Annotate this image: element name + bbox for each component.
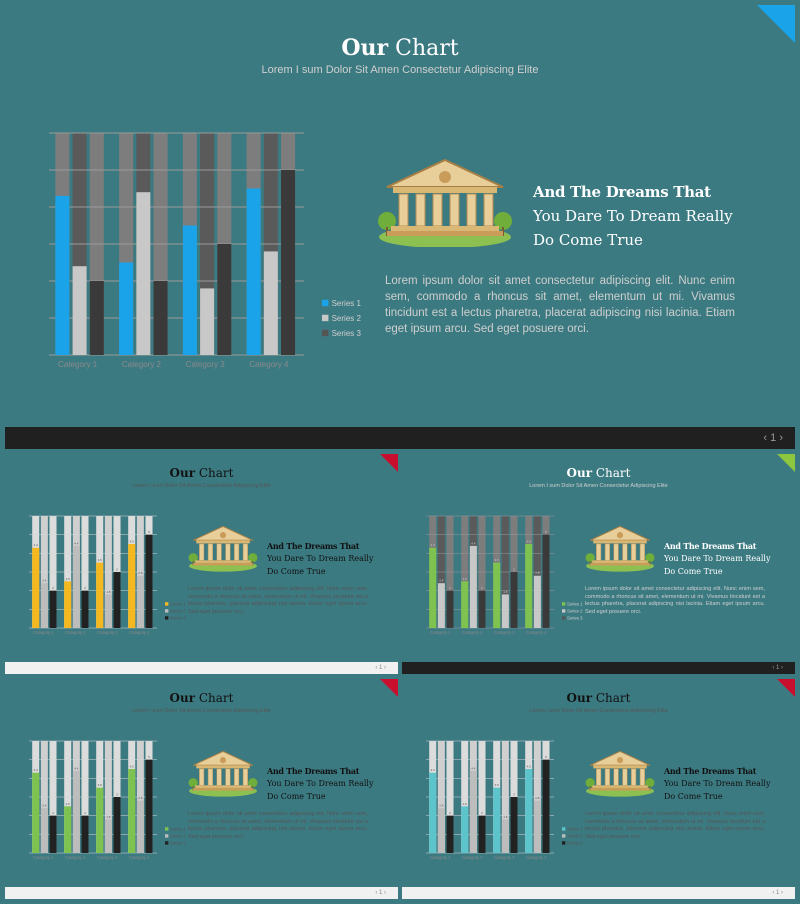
body-text: Lorem ipsum dolor sit amet consectetur adipiscing elit. Nunc enim sem, commodo a rhoncus sit amet, elementum ut mi. Vivamus tincidunt est a lectus pharetra, placerat adipiscing nisi lacinia. Etiam eget ipsum arcu. Sed eget posuere orci.: [385, 275, 735, 335]
slide-title: [402, 466, 795, 480]
slide-title: [5, 35, 795, 61]
title-rest: Chart: [595, 691, 631, 705]
legend-entry: Series 3: [331, 329, 361, 339]
heading-line-3: Do Come True: [267, 566, 326, 576]
legend-entry: Series 2: [331, 314, 361, 324]
title-rest: Chart: [395, 36, 459, 61]
legend-swatch: [165, 602, 168, 605]
pager: ‹ 1 ›: [375, 890, 386, 896]
heading-line-3: Do Come True: [664, 566, 723, 576]
body-text: Lorem ipsum dolor sit amet consectetur adipiscing elit. Nunc enim sem, commodo a rhoncus sit amet, elementum ut mi. Vivamus tincidunt est a lectus pharetra, placerat adipiscing nisi lacinia. Etiam eget ipsum arcu. Sed eget posuere orci.: [585, 586, 765, 615]
column: [450, 194, 459, 226]
bar-series-2: [73, 546, 80, 628]
legend-swatch: [165, 841, 168, 844]
column: [234, 769, 239, 785]
thumbnail-slide-teal[interactable]: [402, 679, 795, 899]
body-text: Lorem ipsum dolor sit amet consectetur adipiscing elit. Nunc enim sem, commodo a rhoncus sit amet, elementum ut mi. Vivamus tincidunt est a lectus pharetra, placerat adipiscing nisi lacinia. Etiam eget ipsum arcu. Sed eget posuere orci.: [188, 811, 368, 840]
heading-line-1: And The Dreams That: [267, 766, 360, 776]
bottom-bar: [5, 427, 795, 449]
pager: [763, 427, 783, 449]
bar-series-1: [96, 788, 103, 853]
legend-entry: Series 3: [567, 615, 583, 621]
main-slide[interactable]: [5, 5, 795, 449]
column: [484, 194, 493, 226]
bar-series-1: [461, 806, 468, 853]
bar-series-3: [510, 572, 517, 628]
category-label: Category 4: [129, 855, 150, 860]
heading-line-2: You Dare To Dream Really: [664, 553, 771, 563]
bottom-bar: [402, 887, 795, 899]
heading-line-3: Do Come True: [267, 791, 326, 801]
bar-chart: [25, 514, 205, 636]
base-step: [592, 785, 648, 788]
heading-line-2: You Dare To Dream Really: [533, 207, 733, 225]
column: [631, 544, 636, 560]
entablature: [393, 187, 497, 193]
data-label: 2.8: [138, 571, 143, 576]
bar-series-2: [264, 251, 278, 355]
legend-entry: Series 1: [170, 601, 186, 607]
thumbnail-slide-green-dark[interactable]: [402, 454, 795, 674]
bar-series-1: [128, 769, 135, 853]
building-illustration: [584, 749, 656, 802]
building-svg: [187, 524, 259, 572]
category-label: Category 2: [121, 360, 162, 369]
data-label: 2: [84, 811, 86, 816]
bar-series-2: [534, 576, 541, 628]
title-bold: Our: [169, 466, 196, 480]
slide-subtitle: Lorem I sum Dolor Sit Amen Consectetur Adipiscing Elite: [132, 708, 271, 714]
slide-subtitle: Lorem I sum Dolor Sit Amen Consectetur Adipiscing Elite: [261, 64, 539, 76]
data-label: 2.4: [42, 803, 47, 808]
body-text: Lorem ipsum dolor sit amet consectetur adipiscing elit. Nunc enim sem, commodo a rhoncus sit amet, elementum ut mi. Vivamus tincidunt est a lectus pharetra, placerat adipiscing nisi lacinia. Etiam eget ipsum arcu. Sed eget posuere orci.: [585, 811, 765, 840]
column: [631, 769, 636, 785]
category-label: Category 3: [494, 855, 515, 860]
column: [199, 769, 204, 785]
column: [234, 544, 239, 560]
base-step: [592, 560, 648, 563]
bar-series-1: [183, 226, 197, 356]
category-label: Category 1: [430, 855, 451, 860]
bar-series-3: [478, 816, 485, 853]
page-number: 1: [378, 890, 383, 896]
bar-series-3: [113, 572, 120, 628]
bar-series-3: [145, 535, 152, 628]
data-label: 1.8: [503, 814, 508, 819]
legend-entry: Series 2: [170, 608, 186, 614]
building-illustration: [375, 157, 515, 252]
data-label: 3.5: [97, 783, 102, 788]
data-label: 4.3: [33, 768, 38, 773]
column: [217, 544, 222, 560]
column: [640, 769, 645, 785]
heading-line-3: Do Come True: [533, 231, 643, 249]
category-label: Category 4: [526, 630, 547, 635]
bar-series-2: [534, 801, 541, 853]
bar-series-3: [478, 591, 485, 628]
base-step: [193, 788, 253, 791]
data-label: 4.5: [526, 764, 531, 769]
bar-series-2: [73, 771, 80, 853]
category-label: Category 4: [249, 360, 289, 369]
bar-series-2: [438, 808, 445, 853]
category-label: Category 1: [430, 630, 451, 635]
bar-series-3: [154, 281, 168, 355]
bar-series-1: [461, 581, 468, 628]
data-label: 4.4: [471, 541, 476, 546]
bar-series-2: [502, 819, 509, 853]
entablature: [593, 765, 646, 768]
legend-swatch: [562, 602, 565, 605]
heading-line-1: And The Dreams That: [267, 541, 360, 551]
roof-emblem: [617, 532, 623, 538]
data-label: 4.4: [74, 766, 79, 771]
column: [226, 769, 231, 785]
heading-line-2: You Dare To Dream Really: [267, 778, 374, 788]
category-label: Category 1: [33, 630, 54, 635]
base-step: [193, 563, 253, 566]
slide-subtitle: Lorem I sum Dolor Sit Amen Consectetur Adipiscing Elite: [529, 708, 668, 714]
data-label: 1.8: [503, 589, 508, 594]
column: [416, 194, 425, 226]
building-svg: [187, 749, 259, 797]
entablature: [196, 765, 249, 768]
thumbnail-slide-green-light[interactable]: [5, 679, 398, 899]
title-rest: Chart: [198, 691, 234, 705]
roof-emblem: [617, 757, 623, 763]
slide-heading: [267, 765, 374, 803]
legend-swatch: [165, 616, 168, 619]
title-bold: Our: [341, 35, 389, 61]
bar-series-1: [32, 773, 39, 853]
column: [399, 194, 408, 226]
bar-series-1: [525, 544, 532, 628]
data-label: 5: [148, 530, 150, 535]
data-label: 2: [481, 811, 483, 816]
page-number: 1: [775, 665, 780, 671]
thumbnail-slide-yellow[interactable]: [5, 454, 398, 674]
data-label: 3.5: [494, 558, 499, 563]
building-svg: [375, 157, 515, 247]
data-label: 4.3: [33, 543, 38, 548]
bar-series-3: [49, 591, 56, 628]
slide-subtitle: Lorem I sum Dolor Sit Amen Consectetur Adipiscing Elite: [529, 483, 668, 489]
category-label: Category 3: [494, 630, 515, 635]
bar-series-2: [105, 819, 112, 853]
column: [596, 544, 601, 560]
data-label: 4.4: [74, 541, 79, 546]
roof-emblem: [220, 532, 226, 538]
legend-swatch: [322, 315, 328, 321]
bar-series-2: [105, 594, 112, 628]
data-label: 2.4: [439, 803, 444, 808]
column: [640, 544, 645, 560]
data-label: 3: [116, 567, 118, 572]
category-label: Category 4: [129, 630, 150, 635]
bar-series-2: [438, 583, 445, 628]
entablature: [196, 540, 249, 543]
category-label: Category 4: [526, 855, 547, 860]
column: [243, 544, 248, 560]
page-number: 1: [775, 890, 780, 896]
base-step: [391, 226, 499, 231]
bar-series-3: [90, 281, 104, 355]
legend-swatch: [165, 834, 168, 837]
legend-swatch: [562, 827, 565, 830]
bar-series-2: [137, 576, 144, 628]
bar-series-2: [470, 546, 477, 628]
column: [226, 544, 231, 560]
data-label: 2.4: [439, 578, 444, 583]
bar-chart: [25, 739, 205, 861]
data-label: 4.3: [430, 768, 435, 773]
data-label: 2.5: [65, 801, 70, 806]
data-label: 4.4: [471, 766, 476, 771]
category-label: Category 2: [65, 630, 86, 635]
title-bold: Our: [566, 466, 593, 480]
data-label: 4.3: [430, 543, 435, 548]
bar-series-3: [281, 170, 295, 355]
page-number: 1: [378, 665, 383, 671]
column: [605, 544, 610, 560]
column: [467, 194, 476, 226]
data-label: 2: [52, 586, 54, 591]
legend-entry: Series 1: [331, 299, 361, 309]
column: [614, 769, 619, 785]
legend-swatch: [562, 609, 565, 612]
legend-entry: Series 3: [170, 840, 186, 846]
data-label: 5: [545, 530, 547, 535]
legend-swatch: [165, 827, 168, 830]
bar-series-3: [510, 797, 517, 853]
category-label: Category 3: [185, 360, 225, 369]
slide-heading: [267, 540, 374, 578]
data-label: 1.8: [106, 589, 111, 594]
bar-series-1: [429, 548, 436, 628]
bar-series-3: [217, 244, 231, 355]
category-label: Category 2: [462, 630, 483, 635]
base-step: [590, 788, 650, 791]
bar-series-3: [49, 816, 56, 853]
data-label: 2: [52, 811, 54, 816]
legend-swatch: [562, 841, 565, 844]
bar-series-1: [493, 788, 500, 853]
title-bold: Our: [169, 691, 196, 705]
bar-series-2: [73, 266, 87, 355]
data-label: 5: [545, 755, 547, 760]
entablature: [593, 540, 646, 543]
bar-series-1: [96, 563, 103, 628]
bar-series-1: [525, 769, 532, 853]
heading-line-3: Do Come True: [664, 791, 723, 801]
bar-series-3: [542, 535, 549, 628]
heading-line-1: And The Dreams That: [664, 541, 757, 551]
data-label: 2.4: [42, 578, 47, 583]
bar-series-2: [41, 808, 48, 853]
column: [199, 544, 204, 560]
legend-swatch: [165, 609, 168, 612]
column: [208, 544, 213, 560]
legend-swatch: [322, 330, 328, 336]
data-label: 4.5: [129, 539, 134, 544]
bottom-bar: [5, 887, 398, 899]
bar-chart: [422, 514, 602, 636]
slide-title: [5, 466, 398, 480]
bar-series-2: [41, 583, 48, 628]
heading-line-2: You Dare To Dream Really: [267, 553, 374, 563]
column: [433, 194, 442, 226]
roof-emblem: [439, 171, 451, 183]
bar-series-1: [128, 544, 135, 628]
page-number: 1: [770, 432, 777, 444]
data-label: 3: [116, 792, 118, 797]
data-label: 2.8: [535, 571, 540, 576]
column: [217, 769, 222, 785]
legend-entry: Series 3: [170, 615, 186, 621]
data-label: 5: [148, 755, 150, 760]
base-step: [387, 231, 503, 236]
roof-emblem: [220, 757, 226, 763]
building-illustration: [187, 749, 259, 802]
data-label: 2: [481, 586, 483, 591]
data-label: 3.5: [97, 558, 102, 563]
legend-entry: Series 2: [170, 833, 186, 839]
building-illustration: [584, 524, 656, 577]
bottom-bar: [5, 662, 398, 674]
base-step: [590, 563, 650, 566]
base-step: [195, 560, 251, 563]
pager: ‹ 1 ›: [375, 665, 386, 671]
data-label: 2: [449, 586, 451, 591]
bar-chart: [45, 131, 390, 371]
building-illustration: [187, 524, 259, 577]
title-bold: Our: [566, 691, 593, 705]
data-label: 2.8: [535, 796, 540, 801]
data-label: 2.5: [462, 801, 467, 806]
building-svg: [584, 749, 656, 797]
legend-entry: Series 2: [567, 833, 583, 839]
category-label: Category 2: [462, 855, 483, 860]
data-label: 2: [449, 811, 451, 816]
heading-line-1: And The Dreams That: [664, 766, 757, 776]
column: [208, 769, 213, 785]
bar-series-1: [64, 581, 71, 628]
heading-line-2: You Dare To Dream Really: [664, 778, 771, 788]
slide-title: [402, 691, 795, 705]
bar-series-1: [64, 806, 71, 853]
legend-entry: Series 1: [567, 601, 583, 607]
slide-heading: [664, 765, 771, 803]
slide-subtitle: Lorem I sum Dolor Sit Amen Consectetur Adipiscing Elite: [132, 483, 271, 489]
bottom-bar: [402, 662, 795, 674]
chevron-right-icon[interactable]: ›: [779, 432, 783, 444]
data-label: 3: [513, 792, 515, 797]
legend-entry: Series 1: [567, 826, 583, 832]
legend-entry: Series 3: [567, 840, 583, 846]
bar-series-3: [145, 760, 152, 853]
base-step: [195, 785, 251, 788]
bar-series-3: [446, 816, 453, 853]
bar-series-3: [81, 816, 88, 853]
bar-chart: [422, 739, 602, 861]
column: [596, 769, 601, 785]
legend-swatch: [562, 616, 565, 619]
category-label: Category 3: [97, 630, 118, 635]
bar-series-1: [32, 548, 39, 628]
bar-series-3: [542, 760, 549, 853]
pager: ‹ 1 ›: [772, 665, 783, 671]
heading-line-1: And The Dreams That: [533, 183, 711, 201]
column: [605, 769, 610, 785]
data-label: 4.5: [526, 539, 531, 544]
legend-entry: Series 2: [567, 608, 583, 614]
category-label: Category 1: [58, 360, 98, 369]
data-label: 1.8: [106, 814, 111, 819]
pager: ‹ 1 ›: [772, 890, 783, 896]
column: [243, 769, 248, 785]
data-label: 4.5: [129, 764, 134, 769]
slide-heading: [664, 540, 771, 578]
title-rest: Chart: [198, 466, 234, 480]
data-label: 2.8: [138, 796, 143, 801]
data-label: 2.5: [462, 576, 467, 581]
data-label: 3.5: [494, 783, 499, 788]
column: [623, 769, 628, 785]
bar-series-1: [247, 189, 261, 356]
bar-series-1: [429, 773, 436, 853]
legend-swatch: [562, 834, 565, 837]
body-text: Lorem ipsum dolor sit amet consectetur adipiscing elit. Nunc enim sem, commodo a rhoncus sit amet, elementum ut mi. Vivamus tincidunt est a lectus pharetra, placerat adipiscing nisi lacinia. Etiam eget ipsum arcu. Sed eget posuere orci.: [188, 586, 368, 615]
title-rest: Chart: [595, 466, 631, 480]
bar-series-2: [137, 801, 144, 853]
bar-series-2: [470, 771, 477, 853]
building-svg: [584, 524, 656, 572]
legend-entry: Series 1: [170, 826, 186, 832]
column: [614, 544, 619, 560]
bar-series-3: [81, 591, 88, 628]
data-label: 3: [513, 567, 515, 572]
bar-series-1: [55, 196, 69, 355]
slide-heading: [533, 180, 733, 252]
data-label: 2.5: [65, 576, 70, 581]
data-label: 2: [84, 586, 86, 591]
bar-series-3: [446, 591, 453, 628]
bar-series-2: [200, 288, 214, 355]
bar-series-2: [502, 594, 509, 628]
bar-series-2: [136, 192, 150, 355]
category-label: Category 3: [97, 855, 118, 860]
bar-series-1: [493, 563, 500, 628]
column: [623, 544, 628, 560]
bar-series-1: [119, 263, 133, 356]
chevron-left-icon[interactable]: ‹: [763, 432, 768, 444]
slide-title: [5, 691, 398, 705]
legend-swatch: [322, 300, 328, 306]
category-label: Category 2: [65, 855, 86, 860]
category-label: Category 1: [33, 855, 54, 860]
bar-series-3: [113, 797, 120, 853]
